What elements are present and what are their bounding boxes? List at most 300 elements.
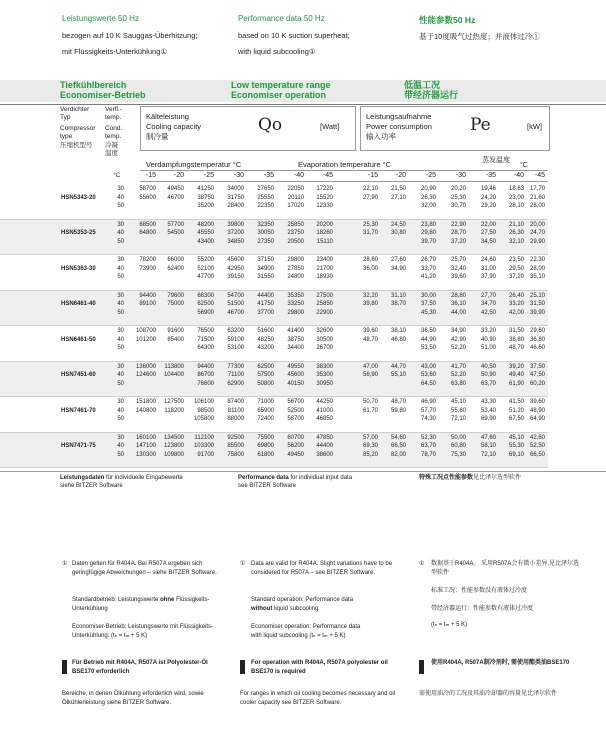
data-cell: 44250 [316, 399, 333, 405]
data-cell: 38,10 [390, 328, 406, 334]
data-cell: 30,00 [420, 292, 436, 299]
cond-temp: 50 [117, 238, 124, 245]
data-cell: 20,00 [529, 221, 545, 228]
data-cell: 37,50 [529, 363, 545, 370]
data-cell: 47700 [197, 274, 214, 280]
data-cell: 27,10 [390, 194, 406, 201]
model-name: HSN7461-70 [61, 407, 96, 414]
col-cond-cn2: 温度 [105, 150, 118, 157]
data-cell: 69800 [257, 443, 274, 449]
data-cell: 79600 [167, 292, 184, 299]
col-cond-en: Cond. [105, 125, 123, 132]
data-cell: 103300 [193, 443, 214, 449]
model-name: HSN7451-60 [61, 372, 96, 378]
note-cn-p2: 标准工况：性能参数没有液体过冷度 [431, 588, 528, 594]
data-cell: 30,80 [390, 230, 406, 236]
data-cell: 28,10 [508, 203, 524, 209]
cap-cn: 制冷量 [146, 132, 169, 141]
data-cell: 30050 [257, 230, 274, 236]
data-cell: 92500 [227, 434, 244, 441]
data-cell: 108700 [135, 328, 156, 334]
pow-en: Power consumption [366, 122, 432, 131]
pow-de: Leistungsaufnahme [366, 112, 432, 121]
data-cell: 78200 [139, 257, 156, 263]
cap-en: Cooling capacity [146, 122, 202, 131]
data-cell: 26,30 [420, 194, 436, 201]
evap-temp-2: -25 [203, 172, 214, 179]
data-cell: 32350 [257, 221, 274, 228]
data-cell: 36,00 [362, 265, 378, 272]
data-cell: 37,20 [450, 238, 466, 245]
data-cell: 64800 [139, 230, 156, 236]
data-cell: 72,10 [480, 451, 496, 458]
data-cell: 37,20 [508, 274, 524, 280]
data-cell: 105800 [193, 416, 214, 422]
data-cell: 47,50 [529, 372, 545, 378]
cond-temp: 40 [117, 372, 124, 378]
data-cell: 130300 [135, 451, 156, 458]
temps-rule [140, 181, 548, 182]
data-cell: 44,70 [390, 363, 406, 370]
data-cell: 38,80 [508, 336, 524, 343]
data-cell: 55200 [197, 257, 214, 263]
data-cell: 77300 [227, 363, 244, 370]
header-en-line1: based on 10 K suction superheat; [238, 31, 350, 40]
data-cell: 37150 [257, 257, 274, 263]
data-cell: 91700 [197, 451, 214, 458]
data-cell: 29,90 [529, 238, 545, 245]
header-cn-line1: 基于10度吸气过热度；并液体过冷① [419, 32, 540, 41]
data-cell: 39,60 [529, 399, 545, 405]
header-cn-title: 性能参数50 Hz [419, 15, 476, 25]
note-de-p1: Daten gelten für R404A. Bei R507A ergeben sich geringfügige Abweichungen – siehe BITZER Software. [72, 561, 217, 576]
data-cell: 43400 [197, 238, 214, 245]
col-model-de2: Typ [60, 114, 71, 121]
data-cell: 31,00 [480, 265, 496, 272]
data-cell: 57700 [167, 221, 184, 228]
data-cell: 86700 [197, 372, 214, 378]
data-cell: 36,80 [529, 336, 545, 343]
footer-en-bold: Performance data [238, 475, 289, 481]
data-cell: 55,60 [450, 407, 466, 414]
data-cell: 54,60 [390, 434, 406, 441]
evap-temp-1: -20 [173, 172, 184, 179]
data-cell: 49450 [167, 186, 184, 192]
data-cell: 43,30 [480, 399, 496, 405]
evap-temp-4: -35 [263, 172, 274, 179]
data-cell: 51,00 [480, 345, 496, 351]
data-cell: 85,20 [362, 451, 378, 458]
data-cell: 44400 [316, 443, 333, 449]
data-cell: 25,30 [362, 221, 378, 228]
data-cell: 59100 [227, 336, 244, 343]
data-cell: 27500 [316, 292, 333, 299]
data-cell: 35350 [287, 292, 304, 299]
data-cell: 27850 [287, 265, 304, 272]
footer-cn-bold: 特殊工况点性能参数 [419, 475, 474, 481]
data-cell: 30500 [316, 336, 333, 343]
data-cell: 21,60 [529, 194, 545, 201]
col-cond-en2: temp. [105, 133, 122, 140]
data-cell: 31750 [227, 194, 244, 201]
data-cell: 89100 [139, 301, 156, 307]
data-cell: 46,60 [529, 345, 545, 351]
data-cell: 55600 [139, 194, 156, 201]
data-cell: 147100 [135, 443, 156, 449]
data-cell: 23,00 [508, 194, 524, 201]
evap-cn: 蒸发温度 [482, 157, 510, 164]
data-cell: 25850 [287, 221, 304, 228]
cond-temp: 30 [117, 399, 124, 405]
data-cell: 65900 [257, 407, 274, 414]
data-cell: 69,30 [362, 443, 378, 449]
footer-de-bold: Leistungsdaten [60, 475, 105, 481]
data-cell: 48200 [197, 221, 214, 228]
data-cell: 37700 [257, 309, 274, 316]
data-cell: 29800 [287, 309, 304, 316]
data-cell: 85500 [227, 443, 244, 449]
data-cell: 24,70 [529, 230, 545, 236]
cond-temp: 30 [117, 434, 124, 441]
footer-en [238, 474, 352, 482]
cond-temp: 40 [117, 336, 124, 343]
data-cell: 27350 [257, 238, 274, 245]
data-cell: 32600 [316, 328, 333, 334]
data-cell: 28,60 [362, 257, 378, 263]
data-cell: 48,70 [508, 345, 524, 351]
data-cell: 41250 [197, 186, 214, 192]
data-cell: 52500 [287, 407, 304, 414]
note-cn-p1: 数据基于R404A。 采用R507A会有微小差异,见比泽尔选型软件 [431, 561, 580, 576]
data-cell: 20200 [316, 221, 333, 228]
data-cell: 88000 [227, 416, 244, 422]
note-en-p3: Economiser operation: Performance data [251, 624, 361, 630]
data-cell: 51,20 [508, 407, 524, 414]
data-cell: 48,70 [390, 399, 406, 405]
cond-temp: 40 [117, 265, 124, 272]
data-cell: 56,90 [362, 372, 378, 378]
divider [0, 104, 606, 105]
cond-temp: 50 [117, 203, 124, 209]
data-cell: 113800 [164, 363, 184, 370]
data-cell: 39,60 [450, 274, 466, 280]
header-de-title: Leistungswerte 50 Hz [62, 14, 139, 23]
data-cell: 123800 [163, 443, 184, 449]
data-cell: 26,40 [508, 292, 524, 299]
cap-symbol: Qo [258, 115, 283, 135]
data-cell: 42,90 [450, 336, 466, 343]
data-cell: 21700 [316, 265, 333, 272]
data-cell: 19,46 [480, 186, 496, 192]
data-cell: 52,30 [420, 434, 436, 441]
data-cell: 53,50 [420, 345, 436, 351]
data-cell: 72,10 [450, 416, 466, 422]
data-cell: 75800 [227, 451, 244, 458]
data-cell: 54700 [227, 292, 244, 299]
note-de-p2b: ohne [160, 597, 175, 603]
note-de-p2 [72, 596, 220, 614]
data-cell: 41,70 [450, 363, 466, 370]
data-cell: 18,63 [508, 186, 524, 192]
col-cond-de: Verfl.- [105, 106, 122, 113]
cond-temp: 30 [117, 186, 124, 192]
pow-symbol: Pe [470, 115, 491, 135]
data-cell: 45550 [197, 230, 214, 236]
data-cell: 160100 [135, 434, 156, 441]
data-cell: 40,90 [480, 336, 496, 343]
data-cell: 18260 [316, 230, 333, 236]
col-model-en: Compressor [60, 125, 96, 132]
footer-en-1: for individual input data [288, 475, 353, 481]
evap-temp-6: -45 [322, 172, 333, 179]
data-cell: 17220 [316, 186, 333, 192]
col-cond-de2: temp. [105, 114, 122, 121]
data-cell: 66000 [167, 257, 184, 263]
data-cell: 31550 [257, 274, 274, 280]
data-cell: 29,20 [480, 203, 496, 209]
evap-en: Evaporation temperature °C [298, 160, 392, 169]
data-cell: 25,10 [529, 292, 545, 299]
data-cell: 58700 [139, 186, 156, 192]
data-cell: 47,60 [480, 434, 496, 441]
data-cell: 38750 [287, 336, 304, 343]
data-cell: 25,70 [450, 257, 466, 263]
data-cell: 62500 [257, 363, 274, 370]
data-cell: 39,60 [362, 328, 378, 334]
data-cell: 60,20 [529, 380, 545, 387]
data-cell: 29,60 [529, 328, 545, 334]
data-cell: 21,10 [508, 221, 524, 228]
note-en-last: For ranges in which oil cooling becomes necessary and oil cooler capacity see BITZER Software. [240, 691, 396, 706]
evap-temp-3: -30 [233, 172, 244, 179]
data-cell: 38600 [316, 451, 333, 458]
data-cell: 39,80 [362, 301, 378, 307]
data-cell: 20110 [287, 194, 304, 201]
data-cell: 52,50 [529, 443, 545, 449]
data-cell: 23750 [287, 230, 304, 236]
data-cell: 36,10 [450, 301, 466, 307]
data-cell: 21,50 [390, 186, 406, 192]
evap-temp-0: -15 [145, 172, 156, 179]
data-cell: 75000 [167, 301, 184, 307]
footer-cn [419, 474, 521, 482]
data-cell: 22,10 [362, 186, 378, 192]
data-cell: 39800 [227, 221, 244, 228]
data-cell: 41,20 [420, 274, 436, 280]
data-cell: 63,70 [480, 380, 496, 387]
data-cell: 34,90 [450, 328, 466, 334]
cond-temp: 30 [117, 328, 124, 334]
data-cell: 34,70 [480, 301, 496, 307]
note-cn-p4: (tₙ = tₘ + 5 K) [431, 622, 468, 628]
data-cell: 78,70 [420, 451, 436, 458]
data-cell: 37200 [227, 230, 244, 236]
data-cell: 48,70 [362, 336, 378, 343]
data-cell: 29,50 [508, 265, 524, 272]
data-cell: 33,70 [420, 265, 436, 272]
data-cell: 62900 [227, 380, 244, 387]
data-cell: 28,00 [529, 203, 545, 209]
data-cell: 18930 [316, 274, 333, 280]
data-cell: 76600 [197, 380, 214, 387]
section-en-1: Low temperature range [231, 80, 331, 90]
data-cell: 104400 [163, 372, 184, 378]
data-cell: 20,90 [420, 186, 436, 192]
data-cell: 66300 [197, 292, 214, 299]
data-cell: 63,70 [420, 443, 436, 449]
cap-unit: [Watt] [320, 122, 340, 131]
note-en-p2: Standard operation: Performance data [251, 597, 354, 603]
data-cell: 64,50 [420, 380, 436, 387]
section-cn-2: 带经济器运行 [404, 90, 459, 100]
data-cell: 20,20 [450, 186, 466, 192]
warning-bar-cn [419, 660, 424, 674]
row-rule [0, 396, 548, 397]
data-cell: 25,30 [450, 194, 466, 201]
data-cell: 24,50 [390, 221, 406, 228]
data-cell: 47850 [316, 434, 333, 441]
cond-temp: 30 [117, 257, 124, 263]
pow-unit: [kW] [527, 122, 542, 131]
data-cell: 57,70 [420, 407, 436, 414]
cond-temp: 30 [117, 221, 124, 228]
cond-temp: 40 [117, 443, 124, 449]
data-cell: 75500 [257, 434, 274, 441]
data-cell: 15110 [316, 238, 333, 245]
data-cell: 27,70 [480, 292, 496, 299]
footer-de-1: für individuelle Eingabewerte [104, 475, 183, 481]
data-cell: 32,00 [420, 203, 436, 209]
evap-cn-unit: °C [520, 162, 528, 169]
data-cell: 50800 [257, 380, 274, 387]
data-cell: 12330 [316, 203, 333, 209]
data-cell: 35200 [197, 203, 214, 209]
data-cell: 60700 [287, 434, 304, 441]
data-cell: 28400 [227, 203, 244, 209]
data-cell: 34000 [227, 186, 244, 192]
data-cell: 24,60 [480, 257, 496, 263]
data-cell: 34,90 [390, 265, 406, 272]
model-name: HSN5353-25 [61, 230, 96, 236]
data-cell: 20500 [287, 238, 304, 245]
data-cell: 59,80 [390, 407, 406, 414]
cap-de: Kälteleistung [146, 112, 189, 121]
note-de-warn: Für Betrieb mit R404A, R507A ist Polyolester-Öl BSE170 erforderlich [72, 660, 208, 675]
note-de-last: Bereiche, in denen Ölkühlung erforderlich wird, sowie Ölkühlerleistung siehe BITZER Software. [62, 691, 204, 706]
data-cell: 40150 [287, 380, 304, 387]
data-cell: 48250 [257, 336, 274, 343]
data-cell: 41,50 [508, 399, 524, 405]
data-cell: 46850 [316, 416, 333, 422]
evap-temp-5: -40 [293, 172, 304, 179]
col-model-de: Verdichter [60, 106, 90, 113]
note-de-p2c: Flüssigkeits-Unterkühlung [72, 597, 210, 612]
data-cell: 151800 [135, 399, 156, 405]
note-cn-p3: 带经济器运行：性能参数有液体过冷度 [431, 606, 534, 612]
data-cell: 72400 [257, 416, 274, 422]
data-cell: 22050 [287, 186, 304, 192]
model-name: HSN6461-40 [61, 301, 96, 307]
data-cell: 34900 [257, 265, 274, 272]
data-cell: 31,10 [390, 292, 406, 299]
data-cell: 62400 [167, 265, 184, 272]
note-cn-last: 需使用油冷的工况及其油冷却器的容量见比泽尔软件 [419, 691, 558, 697]
data-cell: 22350 [257, 203, 274, 209]
note-en-p2b: without [251, 606, 273, 612]
cond-temp: 40 [117, 194, 124, 201]
data-cell: 69,90 [480, 416, 496, 422]
data-cell: 71100 [227, 372, 244, 378]
data-cell: 57500 [257, 372, 274, 378]
data-cell: 23,50 [508, 257, 524, 263]
data-cell: 94400 [197, 363, 214, 370]
note-en-warn: For operation with R404A, R507A polyolester oil BSE170 is required [251, 660, 388, 675]
data-cell: 38750 [197, 194, 214, 201]
data-cell: 74,30 [420, 416, 436, 422]
data-cell: 24,20 [480, 194, 496, 201]
col-cond-cn: 冷凝 [105, 142, 118, 149]
data-cell: 63,80 [450, 380, 466, 387]
data-cell: 25550 [257, 194, 274, 201]
col-model-en2: type [60, 133, 73, 140]
data-cell: 28,70 [450, 230, 466, 236]
data-cell: 15520 [316, 194, 333, 201]
footer-en-2: see BITZER Software [238, 483, 297, 489]
note-en-num: ① [240, 561, 246, 567]
data-cell: 39,90 [529, 309, 545, 316]
data-cell: 49550 [287, 363, 304, 370]
data-cell: 55,30 [508, 443, 524, 449]
data-cell: 112100 [194, 434, 214, 441]
data-cell: 53,60 [420, 372, 436, 378]
data-cell: 87400 [227, 399, 244, 405]
data-cell: 41000 [316, 407, 333, 414]
data-cell: 50,90 [480, 372, 496, 378]
data-cell: 55,10 [390, 372, 406, 378]
note-en-p3b: with liquid subcooling (tₙ = tₘ + 5 K) [251, 633, 346, 639]
data-cell: 42950 [227, 265, 244, 272]
data-cell: 17,70 [529, 186, 545, 192]
cond-temp: 30 [117, 363, 124, 370]
header-en-line2: with liquid subcooling① [238, 47, 316, 56]
cond-temp: 50 [117, 309, 124, 316]
evap-temp-7: -15 [367, 172, 378, 179]
model-name: HSN6461-50 [61, 336, 96, 343]
evap-temp-11: -35 [485, 172, 496, 179]
data-cell: 44,90 [420, 336, 436, 343]
data-cell: 31,50 [529, 301, 545, 307]
data-cell: 61800 [257, 451, 274, 458]
data-cell: 75,30 [450, 451, 466, 458]
warning-bar-en [240, 660, 245, 674]
warning-bar-de [62, 660, 67, 674]
data-cell: 53100 [227, 345, 244, 351]
data-cell: 27,60 [390, 257, 406, 263]
data-cell: 51600 [257, 328, 274, 334]
data-cell: 41400 [287, 328, 304, 334]
header-de-line1: bezogen auf 10 K Sauggas-Überhitzung; [62, 31, 198, 40]
note-en-p1: Data are valid for R404A. Slight variations have to be considered for R507A – see BITZER Software. [251, 561, 393, 576]
data-cell: 32,20 [362, 292, 378, 299]
footer-cn-1: 见比泽尔选型软件 [473, 475, 522, 481]
data-cell: 50,00 [450, 434, 466, 441]
data-cell: 26,30 [508, 230, 524, 236]
data-cell: 76500 [197, 328, 214, 334]
data-cell: 46700 [227, 309, 244, 316]
data-cell: 36,50 [420, 328, 436, 334]
data-cell: 27,50 [480, 230, 496, 236]
note-cn-warn: 使用R404A, R507A制冷剂时, 需使用酯类油BSE170 [431, 660, 570, 666]
